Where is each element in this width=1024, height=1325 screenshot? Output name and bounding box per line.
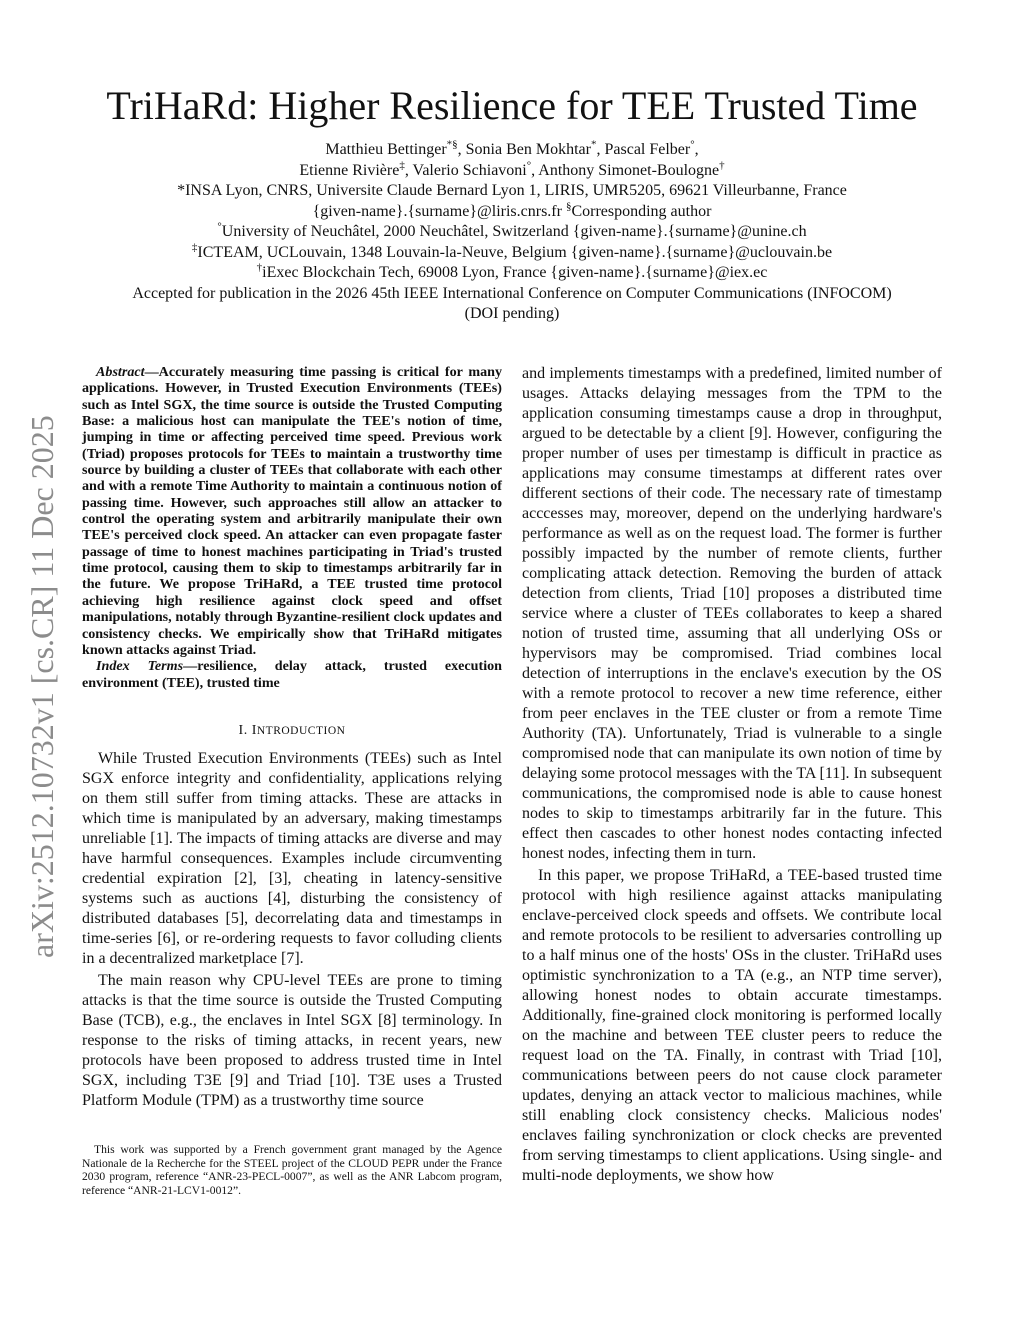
affiliation-iexec	[80, 263, 944, 284]
affiliation-text: iExec Blockchain Tech, 69008 Lyon, France {given-name}.{surname}@iex.ec	[262, 264, 768, 281]
author-name: , Sonia Ben Mokhtar	[457, 141, 591, 158]
affiliation-uclouvain	[80, 243, 944, 264]
doi-note: (DOI pending)	[464, 305, 560, 322]
section-number: I. I	[238, 722, 257, 738]
affiliation-insa-email	[80, 202, 944, 223]
author-mark: †	[719, 159, 725, 172]
funding-footnote: This work was supported by a French government grant managed by the Agence Nationale de la Recherche for the STEEL project of the CLOUD PEPR under the France 2030 program, reference “ANR-23-PECL-0007”, as well as the ANR Labcom program, reference “ANR-21-LCV1-0012”.	[82, 1143, 502, 1197]
paper-title: TriHaRd: Higher Resilience for TEE Trusted Time	[106, 83, 918, 128]
left-column	[82, 364, 502, 1111]
acceptance-note: Accepted for publication in the 2026 45th IEEE International Conference on Computer Communications (INFOCOM)	[132, 284, 892, 302]
author-line-1	[80, 140, 944, 161]
body-paragraph: In this paper, we propose TriHaRd, a TEE-based trusted time protocol with high resilience against attacks manipulating enclave-perceived clock speeds and offsets. We contribute local and remote protocols to be resilient to adversaries controlling up to a half minus one of the hosts' OSs in the cluster. TriHaRd uses optimistic synchronization to a TA (e.g., an NTP time server), allowing honest nodes to obtain accurate timestamps. Additionally, fine-grained clock monitoring is performed locally on the machine and between TEE cluster peers to reduce the request load on the TA. Finally, in contrast with Triad [10], communications between peers do not cause clock parameter updates, denying an attack vector to malicious machines, while still enabling clock consistency checks. Malicious nodes' enclaves failing synchronization or clock checks are prevented from serving timestamps to client applications. Using single- and multi-node deployments, we show how	[522, 867, 942, 1184]
arxiv-identifier: arXiv:2512.10732v1 [cs.CR] 11 Dec 2025	[24, 415, 60, 958]
body-paragraph: While Trusted Execution Environments (TEEs) such as Intel SGX enforce integrity and confidentiality, applications relying on them still suffer from timing attacks. These are attacks in which time is manipulated by an adversary, making timestamps unreliable [1]. The impacts of timing attacks are diverse and may have harmful consequences. Examples include circumventing credential expiration [2], [3], cheating in latency-sensitive systems such as auctions [4], disturbing the consistency of distributed databases [5], decorrelating data and timestamps in time-series [6], or re-ordering requests to favor colluding clients in a decentralized marketplace [7].	[82, 749, 502, 967]
affiliation-mark: °	[217, 220, 222, 233]
abstract-label: Abstract	[96, 364, 145, 380]
section-heading	[82, 721, 502, 741]
body-paragraph: The main reason why CPU-level TEEs are prone to timing attacks is that the time source is outside the Trusted Computing Base (TCB), e.g., the enclaves in Intel SGX [8] terminology. In response to the risks of timing attacks, in recent years, new protocols have been proposed to address trusted time in Intel SGX, including T3E [9] and Triad [10]. T3E uses a Trusted Platform Module (TPM) as a trustworthy time source	[82, 971, 502, 1109]
abstract-paragraph	[82, 364, 502, 658]
author-name: Etienne Rivière	[299, 161, 400, 179]
author-mark: ‡	[399, 159, 405, 172]
author-mark: °	[690, 138, 695, 151]
author-name: , Pascal Felber	[596, 141, 691, 158]
section-name: NTRODUCTION	[256, 724, 346, 737]
abstract	[82, 364, 502, 691]
abstract-text: —Accurately measuring time passing is critical for many applications. However, in Trusted Execution Environments (TEEs) such as Intel SGX, the time source is outside the Trusted Computing Base: a malicious host can manipulate the TEE's notion of time, jumping in time or affecting perceived time speed. Previous work (Triad) proposes protocols for TEEs to maintain a trustworthy time source by building a cluster of TEEs that collaborate with each other and with a remote Time Authority to maintain a continuous notion of passing time. However, such approaches still allow an attacker to control the operating system and arbitrarily manipulate their own TEE's perceived clock speed. An attacker can even propagate faster passage of time to honest machines participating in Triad's trusted time protocol, causing them to skip to timestamps arbitrarily far in the future. We propose TriHaRd, a TEE trusted time protocol achieving high resilience against clock speed and offset manipulations, notably through Byzantine-resilient clock updates and consistency checks. We empirically show that TriHaRd mitigates known attacks against Triad.	[82, 364, 502, 658]
affiliation-insa: *INSA Lyon, CNRS, Universite Claude Bernard Lyon 1, LIRIS, UMR5205, 69621 Villeurbanne, France	[177, 182, 847, 199]
author-separator: ,	[694, 141, 699, 158]
index-terms-label: Index Terms	[96, 658, 184, 675]
author-name: , Anthony Simonet-Boulogne	[531, 161, 720, 179]
affiliation-mark: †	[256, 261, 263, 274]
index-terms-text: —resilience, delay attack, trusted execution environment (TEE), trusted time	[82, 658, 502, 691]
author-line-2	[80, 161, 944, 182]
insa-email: {given-name}.{surname}@liris.cnrs.fr	[312, 202, 566, 220]
affiliation-unine	[80, 222, 944, 243]
author-mark: *	[590, 138, 597, 151]
affiliation-mark: ‡	[191, 241, 198, 254]
corresponding-author-note: Corresponding author	[571, 202, 712, 220]
right-column	[522, 364, 942, 1186]
body-paragraph: and implements timestamps with a predefined, limited number of usages. Attacks delaying messages from the TPM to the application consuming timestamps cause a drop in throughput, argued to be detectable by a client [9]. However, configuring the proper number of uses per timestamp is difficult in practice as applications may consume timestamps at different rates over different sections of their code. The necessary rate of timestamp acccesses may, moreover, depend on the underlying hardware's performance as well as on the request load. The former is further possibly impacted by the number of remote clients, further complicating attack detection. Removing the burden of attack detection from clients, Triad [10] proposes a distributed time service where a cluster of TEEs collaborates to keep a shared notion of trusted time, assuming that all underlying OSs or hypervisors may be compromised. Triad combines local detection of interruptions in the enclave's execution by the OS with a remote protocol to recover a new time reference, either from peer enclaves in the TEE cluster or from a remote Time Authority (TA). Unfortunately, Triad is vulnerable to a single compromised node that can manipulate its own notion of time by delaying some protocol messages with the TA [11]. In subsequent communications, the compromised node is able to cause honest nodes to skip to timestamps arbitrarily far in the future. This effect then cascades to other honest nodes contacting infected honest nodes, infecting them in turn.	[522, 365, 942, 862]
author-mark: *§	[446, 138, 458, 151]
affiliation-text: University of Neuchâtel, 2000 Neuchâtel, Switzerland {given-name}.{surname}@unine.ch	[221, 223, 807, 240]
affiliation-text: ICTEAM, UCLouvain, 1348 Louvain-la-Neuve, Belgium {given-name}.{surname}@uclouvain.be	[197, 243, 833, 261]
author-name: , Valerio Schiavoni	[404, 161, 527, 179]
author-name: Matthieu Bettinger	[325, 141, 447, 158]
corresponding-mark: §	[565, 200, 572, 213]
author-mark: °	[526, 159, 532, 172]
index-terms	[82, 658, 502, 691]
paper-header	[80, 82, 944, 325]
